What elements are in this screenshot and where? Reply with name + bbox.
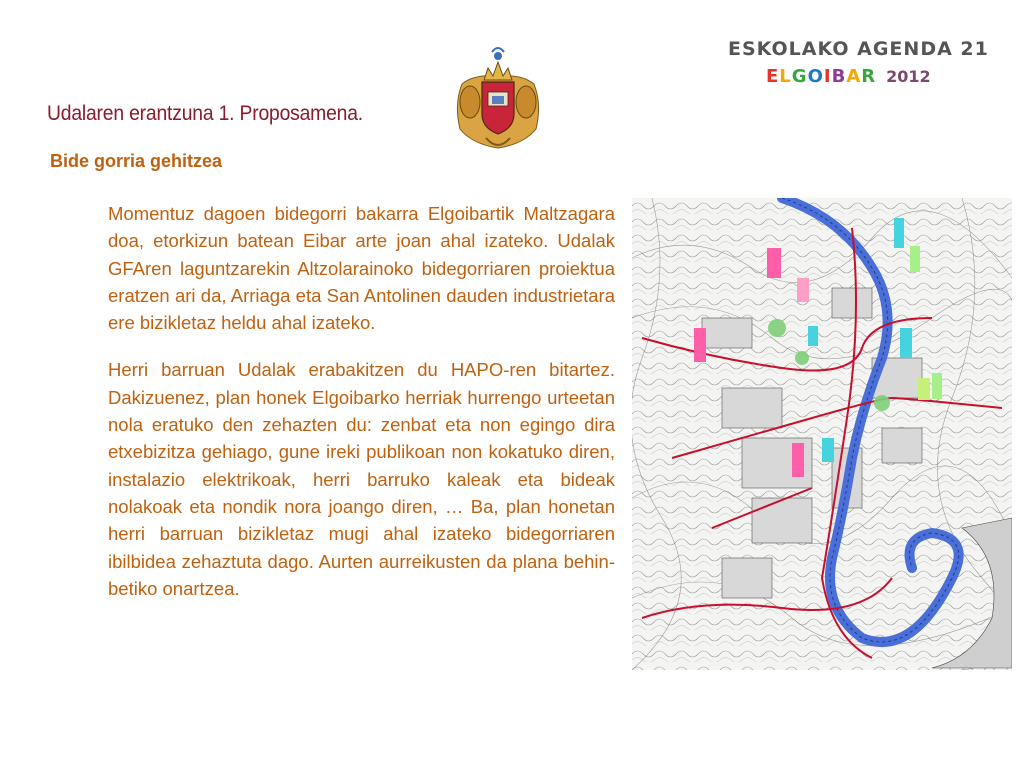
elgoibar-letter: B: [831, 66, 847, 87]
elgoibar-letter: A: [846, 66, 862, 87]
body-text: [108, 200, 615, 622]
bike-lane-map: [632, 198, 1012, 670]
elgoibar-wordmark: [766, 66, 876, 87]
elgoibar-letter: G: [791, 66, 808, 87]
agenda-logo-subtitle: [766, 66, 931, 87]
eskolako-agenda-logo: [722, 34, 989, 94]
paragraph-1: Momentuz dagoen bidegorri bakarra Elgoibartik Maltzagara doa, etorkizun batean Eibar arte joan ahal izateko. Udalak GFAren laguntzarekin Altzolarainoko bidegorriaren proiektua eratzen ari da, Arriaga eta San Antolinen dauden industrietara ere bizikletaz heldu ahal izateko.: [108, 203, 615, 334]
elgoibar-letter: R: [861, 66, 877, 87]
elgoibar-letter: I: [823, 66, 832, 87]
agenda-logo-year: 2012: [886, 67, 931, 86]
elgoibar-letter: E: [766, 66, 780, 87]
agenda-logo-title: ESKOLAKO AGENDA 21: [728, 38, 989, 60]
elgoibar-letter: L: [779, 66, 792, 87]
section-subtitle: Bide gorria gehitzea: [50, 151, 223, 171]
page-title: Udalaren erantzuna 1. Proposamena.: [47, 102, 363, 125]
paragraph-2: Herri barruan Udalak erabakitzen du HAPO-ren bitartez. Dakizuenez, plan honek Elgoibarko herriak hurrengo urteetan nola eratuko den zehazten du: zenbat eta non egingo dira etxebizitza gehiago, gune ireki publikoan non kokatuko diren, instalazio elektrikoak, herri barruko kaleak eta bideak nolakoak eta nondik nora joango diren, … Ba, plan honetan herri barruan bizikletaz mugi ahal izateko bidegorriaren ibilbidea zehaztuta dago. Aurten aurreikusten da plana behin-betiko onartzea.: [108, 359, 615, 599]
coat-of-arms-logo: [452, 44, 544, 154]
elgoibar-letter: O: [807, 66, 824, 87]
